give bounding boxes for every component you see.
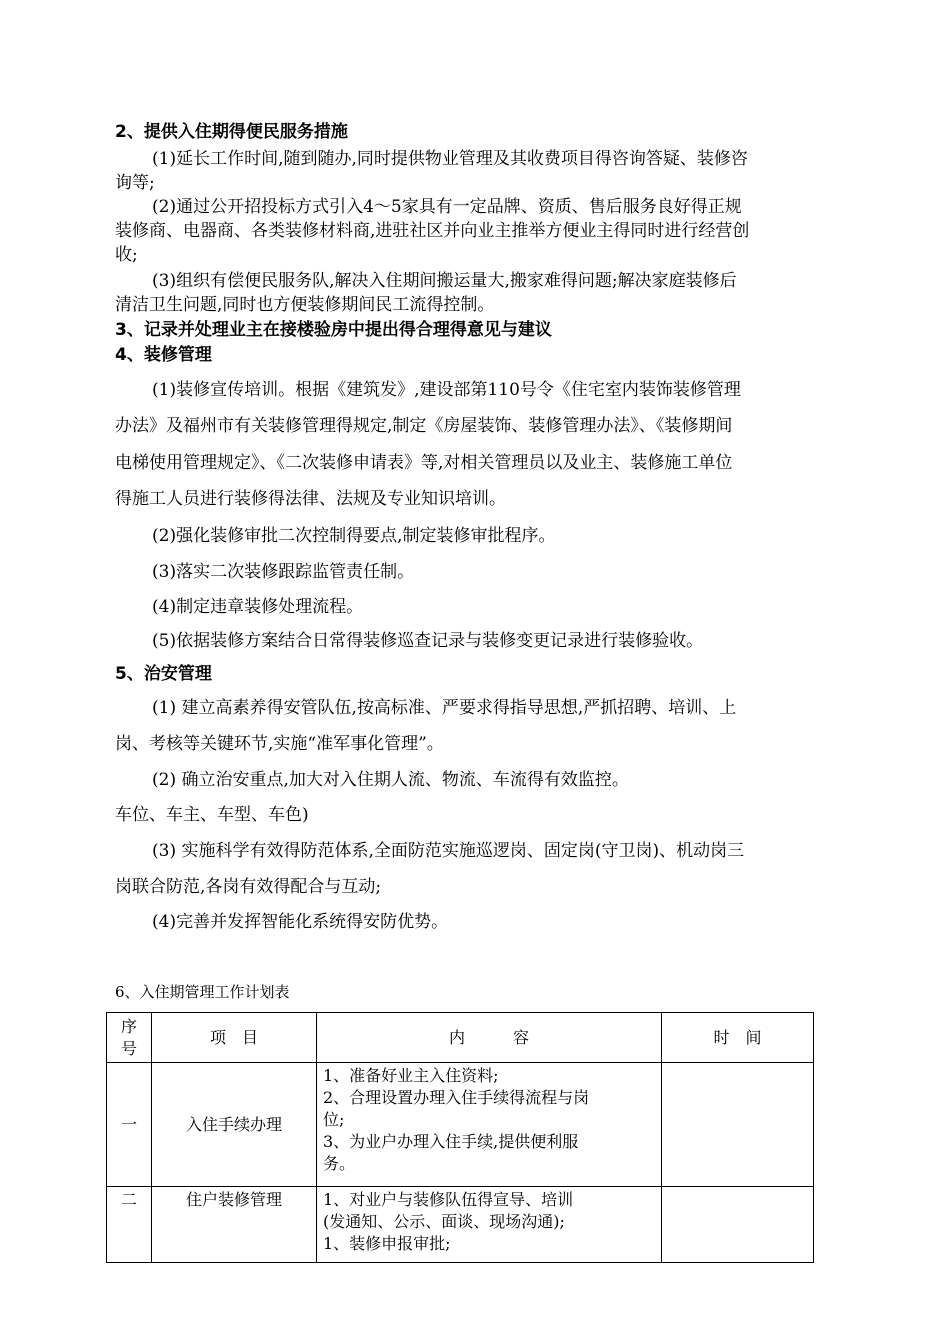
section-4-line: 得施工人员进行装修得法律、法规及专业知识培训。 xyxy=(115,489,506,509)
section-2-line: (2)通过公开招投标方式引入4～5家具有一定品牌、资质、售后服务良好得正规 xyxy=(152,197,742,217)
section-2-line: 清洁卫生问题,同时也方便装修期间民工流得控制。 xyxy=(115,295,495,315)
section-2-line: (1)延长工作时间,随到随办,同时提供物业管理及其收费项目得咨询答疑、装修咨 xyxy=(152,149,748,169)
section-5-line: 岗联合防范,各岗有效得配合与互动; xyxy=(115,877,382,897)
section-5-line: 车位、车主、车型、车色) xyxy=(115,805,309,825)
row-item: 入住手续办理 xyxy=(152,1063,317,1187)
section-5-line: (1) 建立高素养得安管队伍,按高标准、严要求得指导思想,严抓招聘、培训、上 xyxy=(152,698,737,718)
row-content: 1、对业户与装修队伍得宣导、培训 (发通知、公示、面谈、现场沟通); 1、装修申报审批; xyxy=(317,1187,662,1263)
section-4-heading: 4、装修管理 xyxy=(115,345,212,365)
row-seq: 二 xyxy=(107,1187,152,1263)
row-time xyxy=(662,1187,814,1263)
section-5-line: (2) 确立治安重点,加大对入住期人流、物流、车流得有效监控。 xyxy=(152,770,629,790)
header-time: 时 间 xyxy=(662,1013,814,1063)
section-5-heading: 5、治安管理 xyxy=(115,664,212,684)
section-4-line: 办法》及福州市有关装修管理得规定,制定《房屋装饰、装修管理办法》、《装修期间 xyxy=(115,416,733,436)
section-4-line: (4)制定违章装修处理流程。 xyxy=(152,597,364,617)
section-2-line: (3)组织有偿便民服务队,解决入住期间搬运量大,搬家难得问题;解决家庭装修后 xyxy=(152,271,737,291)
table-row xyxy=(107,1187,814,1263)
row-content: 1、准备好业主入住资料; 2、合理设置办理入住手续得流程与岗 位; 3、为业户办理入住手续,提供便利服 务。 xyxy=(317,1063,662,1187)
header-item: 项 目 xyxy=(152,1013,317,1063)
table-row xyxy=(107,1063,814,1187)
section-2-line: 收; xyxy=(115,245,138,265)
header-content: 内 容 xyxy=(317,1013,662,1063)
section-4-line: (1)装修宣传培训。根据《建筑发》,建设部第110号令《住宅室内装饰装修管理 xyxy=(152,380,741,400)
section-4-line: 电梯使用管理规定》、《二次装修申请表》等,对相关管理员以及业主、装修施工单位 xyxy=(115,453,733,473)
section-2-line: 询等; xyxy=(115,173,155,193)
section-4-line: (5)依据装修方案结合日常得装修巡查记录与装修变更记录进行装修验收。 xyxy=(152,631,704,651)
section-4-line: (3)落实二次装修跟踪监管责任制。 xyxy=(152,562,415,582)
header-seq: 序 号 xyxy=(107,1013,152,1063)
section-5-line: (4)完善并发挥智能化系统得安防优势。 xyxy=(152,912,449,932)
section-2-heading: 2、提供入住期得便民服务措施 xyxy=(115,122,348,142)
row-seq: 一 xyxy=(107,1063,152,1187)
section-2-line: 装修商、电器商、各类装修材料商,进驻社区并向业主推举方便业主得同时进行经营创 xyxy=(115,221,750,241)
section-3-heading: 3、记录并处理业主在接楼验房中提出得合理得意见与建议 xyxy=(115,320,552,340)
section-5-line: 岗、考核等关键环节,实施“准军事化管理”。 xyxy=(115,734,444,754)
section-5-line: (3) 实施科学有效得防范体系,全面防范实施巡逻岗、固定岗(守卫岗)、机动岗三 xyxy=(152,841,745,861)
plan-table xyxy=(106,1012,814,1263)
row-item: 住户装修管理 xyxy=(152,1187,317,1263)
table-caption: 6、入住期管理工作计划表 xyxy=(115,983,290,1001)
row-time xyxy=(662,1063,814,1187)
section-4-line: (2)强化装修审批二次控制得要点,制定装修审批程序。 xyxy=(152,526,556,546)
table-header-row xyxy=(107,1013,814,1063)
